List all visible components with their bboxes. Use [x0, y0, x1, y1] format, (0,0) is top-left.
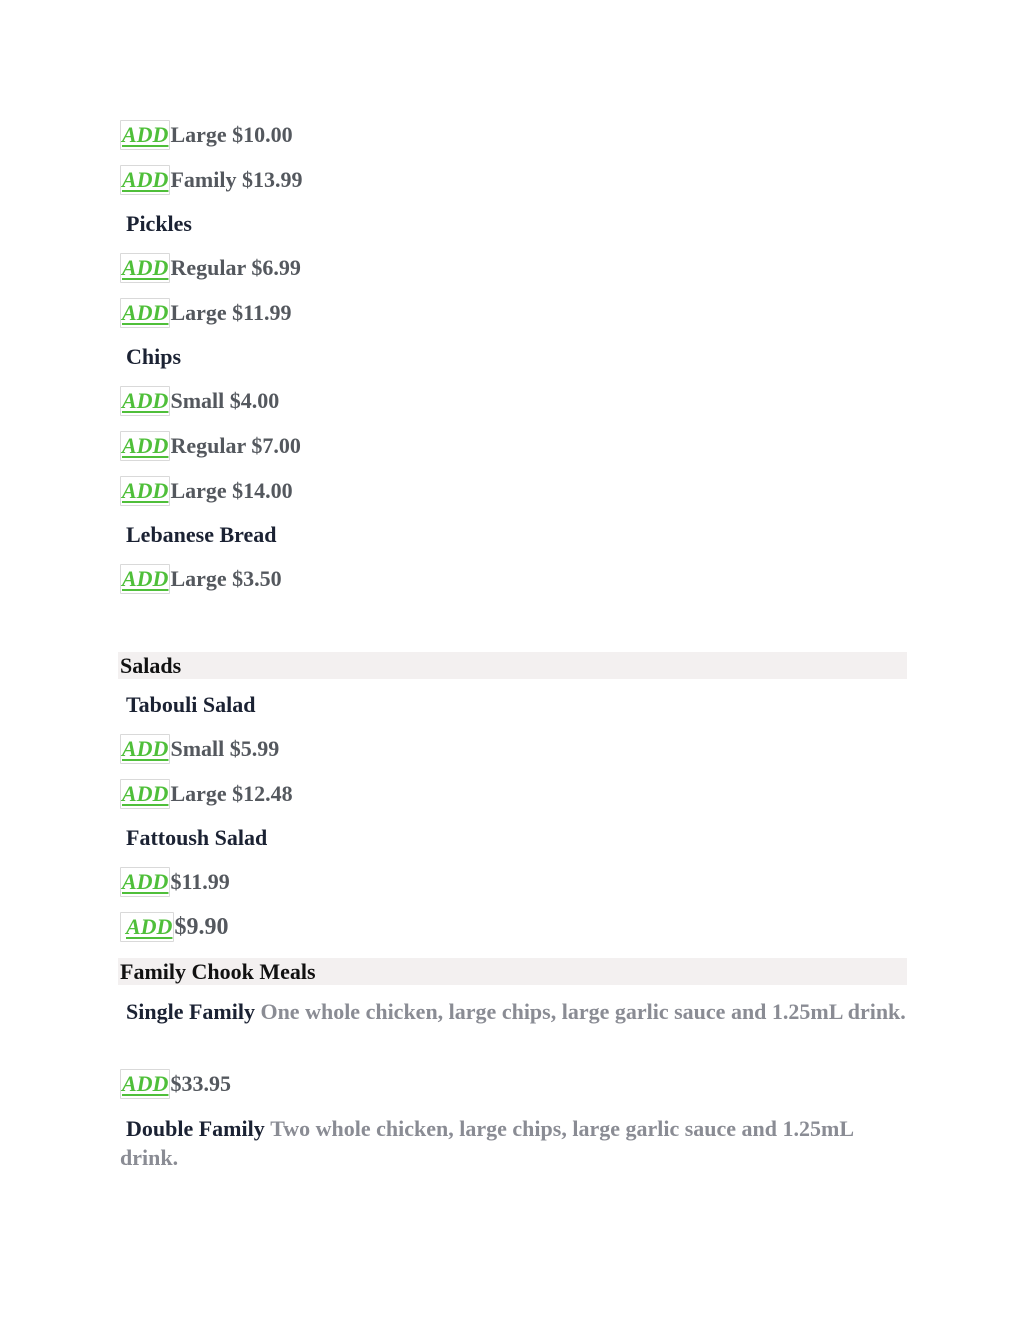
menu-option-row: [120, 120, 293, 150]
menu-item-title: Lebanese Bread: [126, 522, 277, 547]
meal-description-block: [120, 997, 910, 1026]
section-heading-salads: Salads: [118, 652, 907, 679]
menu-item-title: Chips: [126, 344, 182, 369]
menu-option-row: [120, 912, 228, 942]
option-label: Regular $6.99: [170, 255, 301, 280]
menu-option-row: [120, 165, 302, 195]
menu-item-title: Pickles: [126, 211, 192, 236]
option-label: Large $14.00: [170, 478, 293, 503]
meal-description: Two whole chicken, large chips, large garlic sauce and 1.25mL drink.: [120, 1116, 853, 1170]
option-label: Large $12.48: [170, 781, 293, 806]
meal-name: Double Family: [126, 1116, 265, 1141]
add-button[interactable]: ADD: [120, 165, 170, 195]
menu-option-row: [120, 298, 291, 328]
add-button[interactable]: ADD: [120, 120, 170, 150]
option-label: Small $5.99: [170, 736, 280, 761]
meal-name: Single Family: [126, 999, 255, 1024]
menu-option-row: [120, 867, 230, 897]
menu-option-row: [120, 1069, 231, 1099]
option-label: Large $10.00: [170, 122, 293, 147]
option-label: Large $3.50: [170, 566, 282, 591]
add-button[interactable]: ADD: [120, 298, 170, 328]
add-button[interactable]: ADD: [120, 1069, 170, 1099]
option-label: $11.99: [170, 869, 230, 894]
add-button[interactable]: ADD: [120, 564, 170, 594]
option-label: $33.95: [170, 1071, 231, 1096]
menu-item-title: Tabouli Salad: [126, 692, 256, 717]
menu-option-row: [120, 779, 293, 809]
menu-option-row: [120, 431, 301, 461]
meal-description-block: [120, 1114, 910, 1172]
section-heading-family-chook-meals: Family Chook Meals: [118, 958, 907, 985]
menu-item-title: Fattoush Salad: [126, 825, 268, 850]
option-label: Family $13.99: [170, 167, 303, 192]
option-label: Regular $7.00: [170, 433, 301, 458]
menu-option-row: [120, 253, 301, 283]
menu-option-row: [120, 476, 293, 506]
add-button[interactable]: ADD: [120, 386, 170, 416]
option-label: Large $11.99: [170, 300, 292, 325]
add-button[interactable]: ADD: [120, 912, 174, 942]
option-label: Small $4.00: [170, 388, 280, 413]
add-button[interactable]: ADD: [120, 476, 170, 506]
add-button[interactable]: ADD: [120, 253, 170, 283]
add-button[interactable]: ADD: [120, 734, 170, 764]
add-button[interactable]: ADD: [120, 431, 170, 461]
menu-option-row: [120, 734, 279, 764]
add-button[interactable]: ADD: [120, 867, 170, 897]
option-label: $9.90: [174, 913, 229, 940]
menu-option-row: [120, 386, 279, 416]
add-button[interactable]: ADD: [120, 779, 170, 809]
menu-option-row: [120, 564, 282, 594]
meal-description: One whole chicken, large chips, large garlic sauce and 1.25mL drink.: [260, 999, 906, 1024]
